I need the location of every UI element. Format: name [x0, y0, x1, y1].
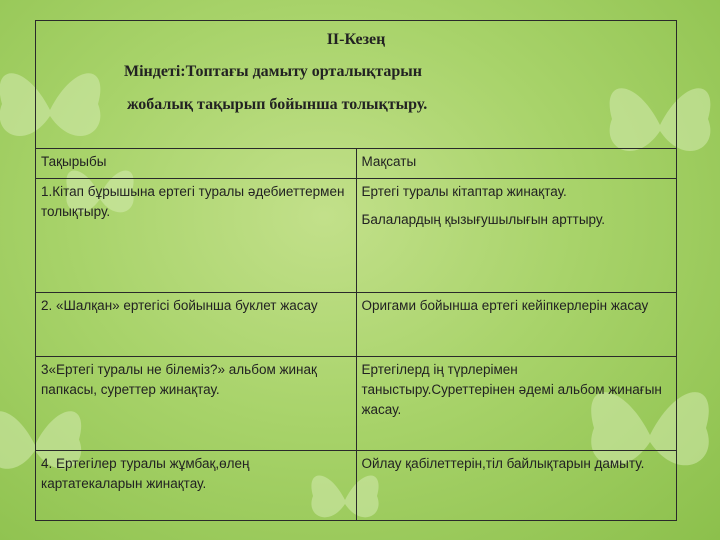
- table-row: [36, 179, 677, 293]
- topic-cell: 2. «Шалқан» ертегісі бойынша буклет жасау: [36, 293, 357, 357]
- goal-line: Ертегі туралы кітаптар жинақтау.: [361, 184, 567, 199]
- table-row: [36, 357, 677, 451]
- goal-cell: [356, 293, 677, 357]
- column-header-topic: Тақырыбы: [36, 149, 357, 179]
- goal-cell: [356, 179, 677, 293]
- stage-title: II-Кезең: [326, 31, 386, 48]
- column-header-row: [36, 149, 677, 179]
- topic-cell: 4. Ертегілер туралы жұмбақ,өлең картатекаларын жинақтау.: [36, 451, 357, 521]
- goal-line: Ертегілерд ің түрлерімен таныстыру.Суреттерінен әдемі альбом жинағын жасау.: [361, 362, 662, 417]
- goal-line: Оригами бойынша ертегі кейіпкерлерін жасау: [361, 298, 649, 313]
- table-row: [36, 451, 677, 521]
- task-line-1: Міндеті:Топтағы дамыту орталықтарын: [124, 63, 422, 80]
- goal-cell: [356, 451, 677, 521]
- topic-cell: 1.Кітап бұрышына ертегі туралы әдебиеттермен толықтыру.: [36, 179, 357, 293]
- table-row: [36, 293, 677, 357]
- goal-cell: [356, 357, 677, 451]
- topic-cell: 3«Ертегі туралы не білеміз?» альбом жинақ папкасы, суреттер жинақтау.: [36, 357, 357, 451]
- column-header-goal: Мақсаты: [356, 149, 677, 179]
- task-line-2: жобалық тақырып бойынша толықтыру.: [127, 96, 428, 113]
- goal-line: Ойлау қабілеттерін,тіл байлықтарын дамыту.: [361, 456, 645, 471]
- plan-table: [35, 20, 677, 521]
- table-header: [36, 21, 677, 149]
- goal-line: Балалардың қызығушылығын арттыру.: [361, 212, 606, 227]
